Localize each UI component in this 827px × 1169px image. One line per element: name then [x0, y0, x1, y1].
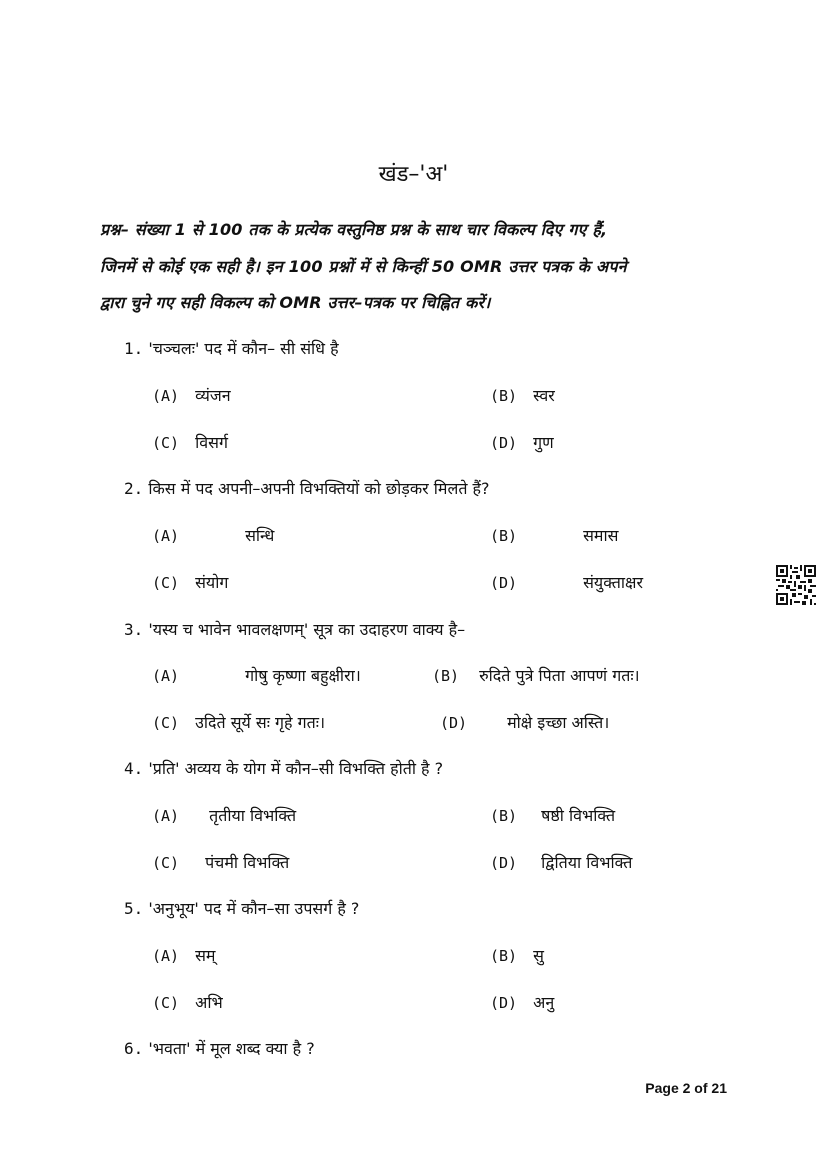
instruction-line-3: द्वारा चुने गए सही विकल्प को OMR उत्तर–पत्रक पर चिह्नित करें।	[100, 293, 491, 312]
qr-code-icon	[776, 565, 816, 605]
option-text: मोक्षे इच्छा अस्ति।	[507, 713, 610, 732]
question-5	[124, 897, 359, 919]
question-text: 'अनुभूय' पद में कौन–सा उपसर्ग है ?	[148, 899, 360, 918]
option-text: गुण	[533, 433, 554, 452]
option-text: संयोग	[195, 573, 229, 592]
question-2	[124, 477, 490, 499]
option-text: संयुक्ताक्षर	[583, 573, 644, 592]
option-text: पंचमी विभक्ति	[205, 853, 290, 872]
option-text: द्वितिया विभक्ति	[541, 853, 633, 872]
option-label: (D)	[490, 994, 518, 1012]
option-text: अनु	[533, 993, 555, 1012]
q5-option-a[interactable]	[152, 944, 215, 966]
q3-option-a[interactable]	[152, 664, 361, 686]
option-text: सन्धि	[245, 526, 275, 545]
q5-option-d[interactable]	[490, 991, 554, 1013]
question-text: किस में पद अपनी–अपनी विभक्तियों को छोड़कर मिलते हैं?	[148, 479, 490, 498]
question-4	[124, 757, 443, 779]
question-text: 'यस्य च भावेन भावलक्षणम्' सूत्र का उदाहरण वाक्य है–	[148, 620, 466, 639]
option-label: (A)	[152, 947, 180, 965]
instruction-line-2: जिनमें से कोई एक सही है। इन 100 प्रश्नों में से किन्हीं 50 OMR उत्तर पत्रक के अपने	[100, 257, 627, 276]
option-label: (C)	[152, 854, 180, 872]
q4-option-b[interactable]	[490, 804, 615, 826]
option-text: सु	[533, 946, 544, 965]
section-title: खंड–'अ'	[378, 162, 449, 187]
option-text: विसर्ग	[195, 433, 228, 452]
option-label: (D)	[490, 854, 518, 872]
option-label: (A)	[152, 667, 180, 685]
option-text: रुदिते पुत्रे पिता आपणं गतः।	[479, 666, 640, 685]
q3-option-b[interactable]	[432, 664, 640, 686]
option-label: (B)	[432, 667, 460, 685]
option-label: (C)	[152, 994, 180, 1012]
option-text: षष्ठी विभक्ति	[541, 806, 616, 825]
q2-option-c[interactable]	[152, 571, 228, 593]
option-label: (A)	[152, 527, 180, 545]
option-label: (B)	[490, 527, 518, 545]
q1-option-d[interactable]	[490, 431, 554, 453]
option-label: (D)	[490, 434, 518, 452]
page-total: 21	[711, 1080, 727, 1096]
question-number: 5.	[124, 899, 144, 918]
question-number: 6.	[124, 1039, 144, 1058]
q1-option-c[interactable]	[152, 431, 228, 453]
option-text: स्वर	[533, 386, 555, 405]
q4-option-d[interactable]	[490, 851, 632, 873]
option-text: व्यंजन	[195, 386, 231, 405]
option-label: (D)	[440, 714, 468, 732]
q3-option-d[interactable]	[440, 711, 609, 733]
page-current: 2	[682, 1080, 691, 1096]
option-text: समास	[583, 526, 619, 545]
q4-option-c[interactable]	[152, 851, 289, 873]
question-number: 3.	[124, 620, 144, 639]
option-text: अभि	[195, 993, 223, 1012]
option-label: (B)	[490, 807, 518, 825]
page-prefix: Page	[645, 1080, 683, 1096]
option-text: गोषु कृष्णा बहुक्षीरा।	[245, 666, 361, 685]
option-label: (C)	[152, 434, 180, 452]
option-label: (D)	[490, 574, 518, 592]
page-number	[645, 1080, 727, 1096]
q3-option-c[interactable]	[152, 711, 325, 733]
q2-option-b[interactable]	[490, 524, 618, 546]
question-text: 'चञ्चलः' पद में कौन– सी संधि है	[148, 339, 339, 358]
q5-option-c[interactable]	[152, 991, 223, 1013]
option-label: (A)	[152, 807, 180, 825]
page-separator: of	[690, 1080, 712, 1096]
q1-option-b[interactable]	[490, 384, 555, 406]
option-label: (A)	[152, 387, 180, 405]
q1-option-a[interactable]	[152, 384, 231, 406]
option-text: तृतीया विभक्ति	[209, 806, 297, 825]
q5-option-b[interactable]	[490, 944, 544, 966]
q2-option-a[interactable]	[152, 524, 274, 546]
option-label: (C)	[152, 714, 180, 732]
option-text: सम्	[195, 946, 216, 965]
option-label: (B)	[490, 947, 518, 965]
instruction-line-1: प्रश्न– संख्या 1 से 100 तक के प्रत्येक वस्तुनिष्ठ प्रश्न के साथ चार विकल्प दिए गए हैं,	[100, 220, 608, 239]
q2-option-d[interactable]	[490, 571, 643, 593]
q4-option-a[interactable]	[152, 804, 296, 826]
option-label: (B)	[490, 387, 518, 405]
question-text: 'भवता' में मूल शब्द क्या है ?	[148, 1039, 315, 1058]
question-number: 4.	[124, 759, 144, 778]
option-label: (C)	[152, 574, 180, 592]
question-1	[124, 337, 339, 359]
question-3	[124, 618, 465, 640]
question-number: 1.	[124, 339, 144, 358]
option-text: उदिते सूर्ये सः गृहे गतः।	[195, 713, 326, 732]
question-text: 'प्रति' अव्यय के योग में कौन–सी विभक्ति होती है ?	[148, 759, 444, 778]
question-number: 2.	[124, 479, 144, 498]
question-6	[124, 1037, 315, 1059]
